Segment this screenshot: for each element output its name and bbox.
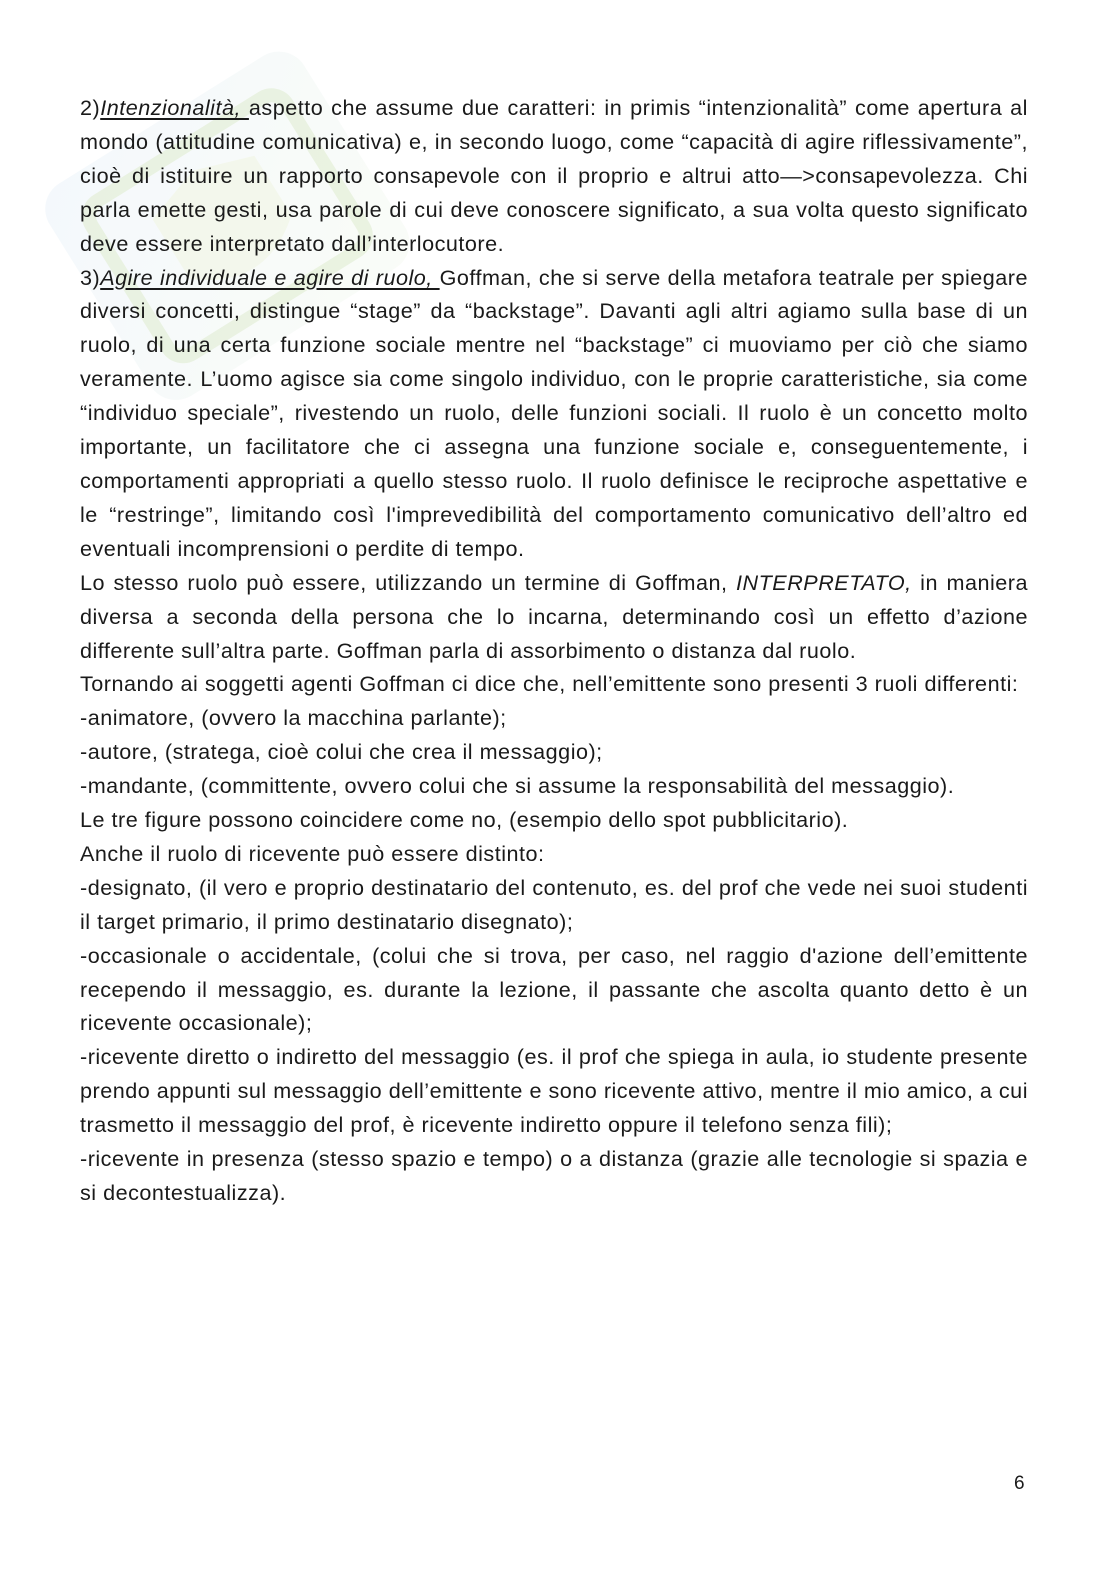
list-item: -designato, (il vero e proprio destinatario del contenuto, es. del prof che vede nei suoi studenti il target primario, il primo destinatario disegnato); [80, 874, 1028, 934]
page-content [80, 91, 1028, 1210]
paragraph-text: aspetto che assume due caratteri: in primis “intenzionalità” come apertura al mondo (attitudine comunicativa) e, in secondo luogo, come “capacità di agire riflessivamente”, cioè di istituire un rapporto consapevole con il proprio e altrui atto—>consapevolezza. Chi parla emette gesti, usa parole di cui deve conoscere significato, a sua volta questo significato deve essere interpretato dall’interlocutore. [80, 95, 1028, 256]
paragraph-text: in maniera diversa a seconda della persona che lo incarna, determinando così un effetto d’azione differente sull’altra parte. Goffman parla di assorbimento o distanza dal ruolo. [80, 569, 1028, 663]
figure-note: Le tre figure possono coincidere come no, (esempio dello spot pubblicitario). [80, 807, 849, 833]
paragraph-agire [80, 261, 1028, 566]
list-item: -mandante, (committente, ovvero colui che si assume la responsabilità del messaggio). [80, 773, 955, 799]
section-keyword: Agire individuale e agire di ruolo, [100, 264, 440, 290]
list-item: -autore, (stratega, cioè colui che crea il messaggio); [80, 739, 603, 765]
list-number: 3) [80, 264, 101, 290]
list-item: -occasionale o accidentale, (colui che si trova, per caso, nel raggio d'azione dell’emittente recependo il messaggio, es. durante la lezione, il passante che ascolta quanto detto è un ricevente occasionale); [80, 942, 1028, 1036]
italic-term: INTERPRETATO, [736, 569, 912, 595]
list-item: -ricevente in presenza (stesso spazio e tempo) o a distanza (grazie alle tecnologie si spazia e si decontestualizza). [80, 1146, 1028, 1205]
emittente-intro: Tornando ai soggetti agenti Goffman ci dice che, nell’emittente sono presenti 3 ruoli differenti: [80, 671, 1019, 697]
paragraph-text: Goffman, che si serve della metafora teatrale per spiegare diversi concetti, distingue “stage” da “backstage”. Davanti agli altri agiamo sulla base di un ruolo, di una certa funzione sociale mentre nel “backstage” ci muoviamo per ciò che siamo veramente. L’uomo agisce sia come singolo individuo, con le proprie caratteristiche, sia come “individuo speciale”, rivestendo un ruolo, delle funzioni sociali. Il ruolo è un concetto molto importante, un facilitatore che ci assegna una funzione sociale e, conseguentemente, i comportamenti appropriati a quello stesso ruolo. Il ruolo definisce le reciproche aspettative e le “restringe”, limitando così l'imprevedibilità del comportamento comunicativo dell’altro ed eventuali incomprensioni o perdite di tempo. [80, 264, 1028, 561]
list-number: 2) [80, 95, 101, 120]
section-keyword: Intenzionalità, [100, 95, 249, 120]
list-item: -animatore, (ovvero la macchina parlante); [80, 705, 507, 731]
paragraph-interpretato [80, 566, 1028, 668]
paragraph-intenzionalita [80, 91, 1028, 261]
page-number: 6 [1014, 1473, 1025, 1494]
list-item: -ricevente diretto o indiretto del messaggio (es. il prof che spiega in aula, io studente presente prendo appunti sul messaggio dell’emittente e sono ricevente attivo, mentre il mio amico, a cui trasmetto il messaggio del prof, è ricevente indiretto oppure il telefono senza fili); [80, 1044, 1028, 1138]
ricevente-intro: Anche il ruolo di ricevente può essere distinto: [80, 840, 545, 866]
paragraph-text: Lo stesso ruolo può essere, utilizzando un termine di Goffman, [80, 569, 737, 595]
